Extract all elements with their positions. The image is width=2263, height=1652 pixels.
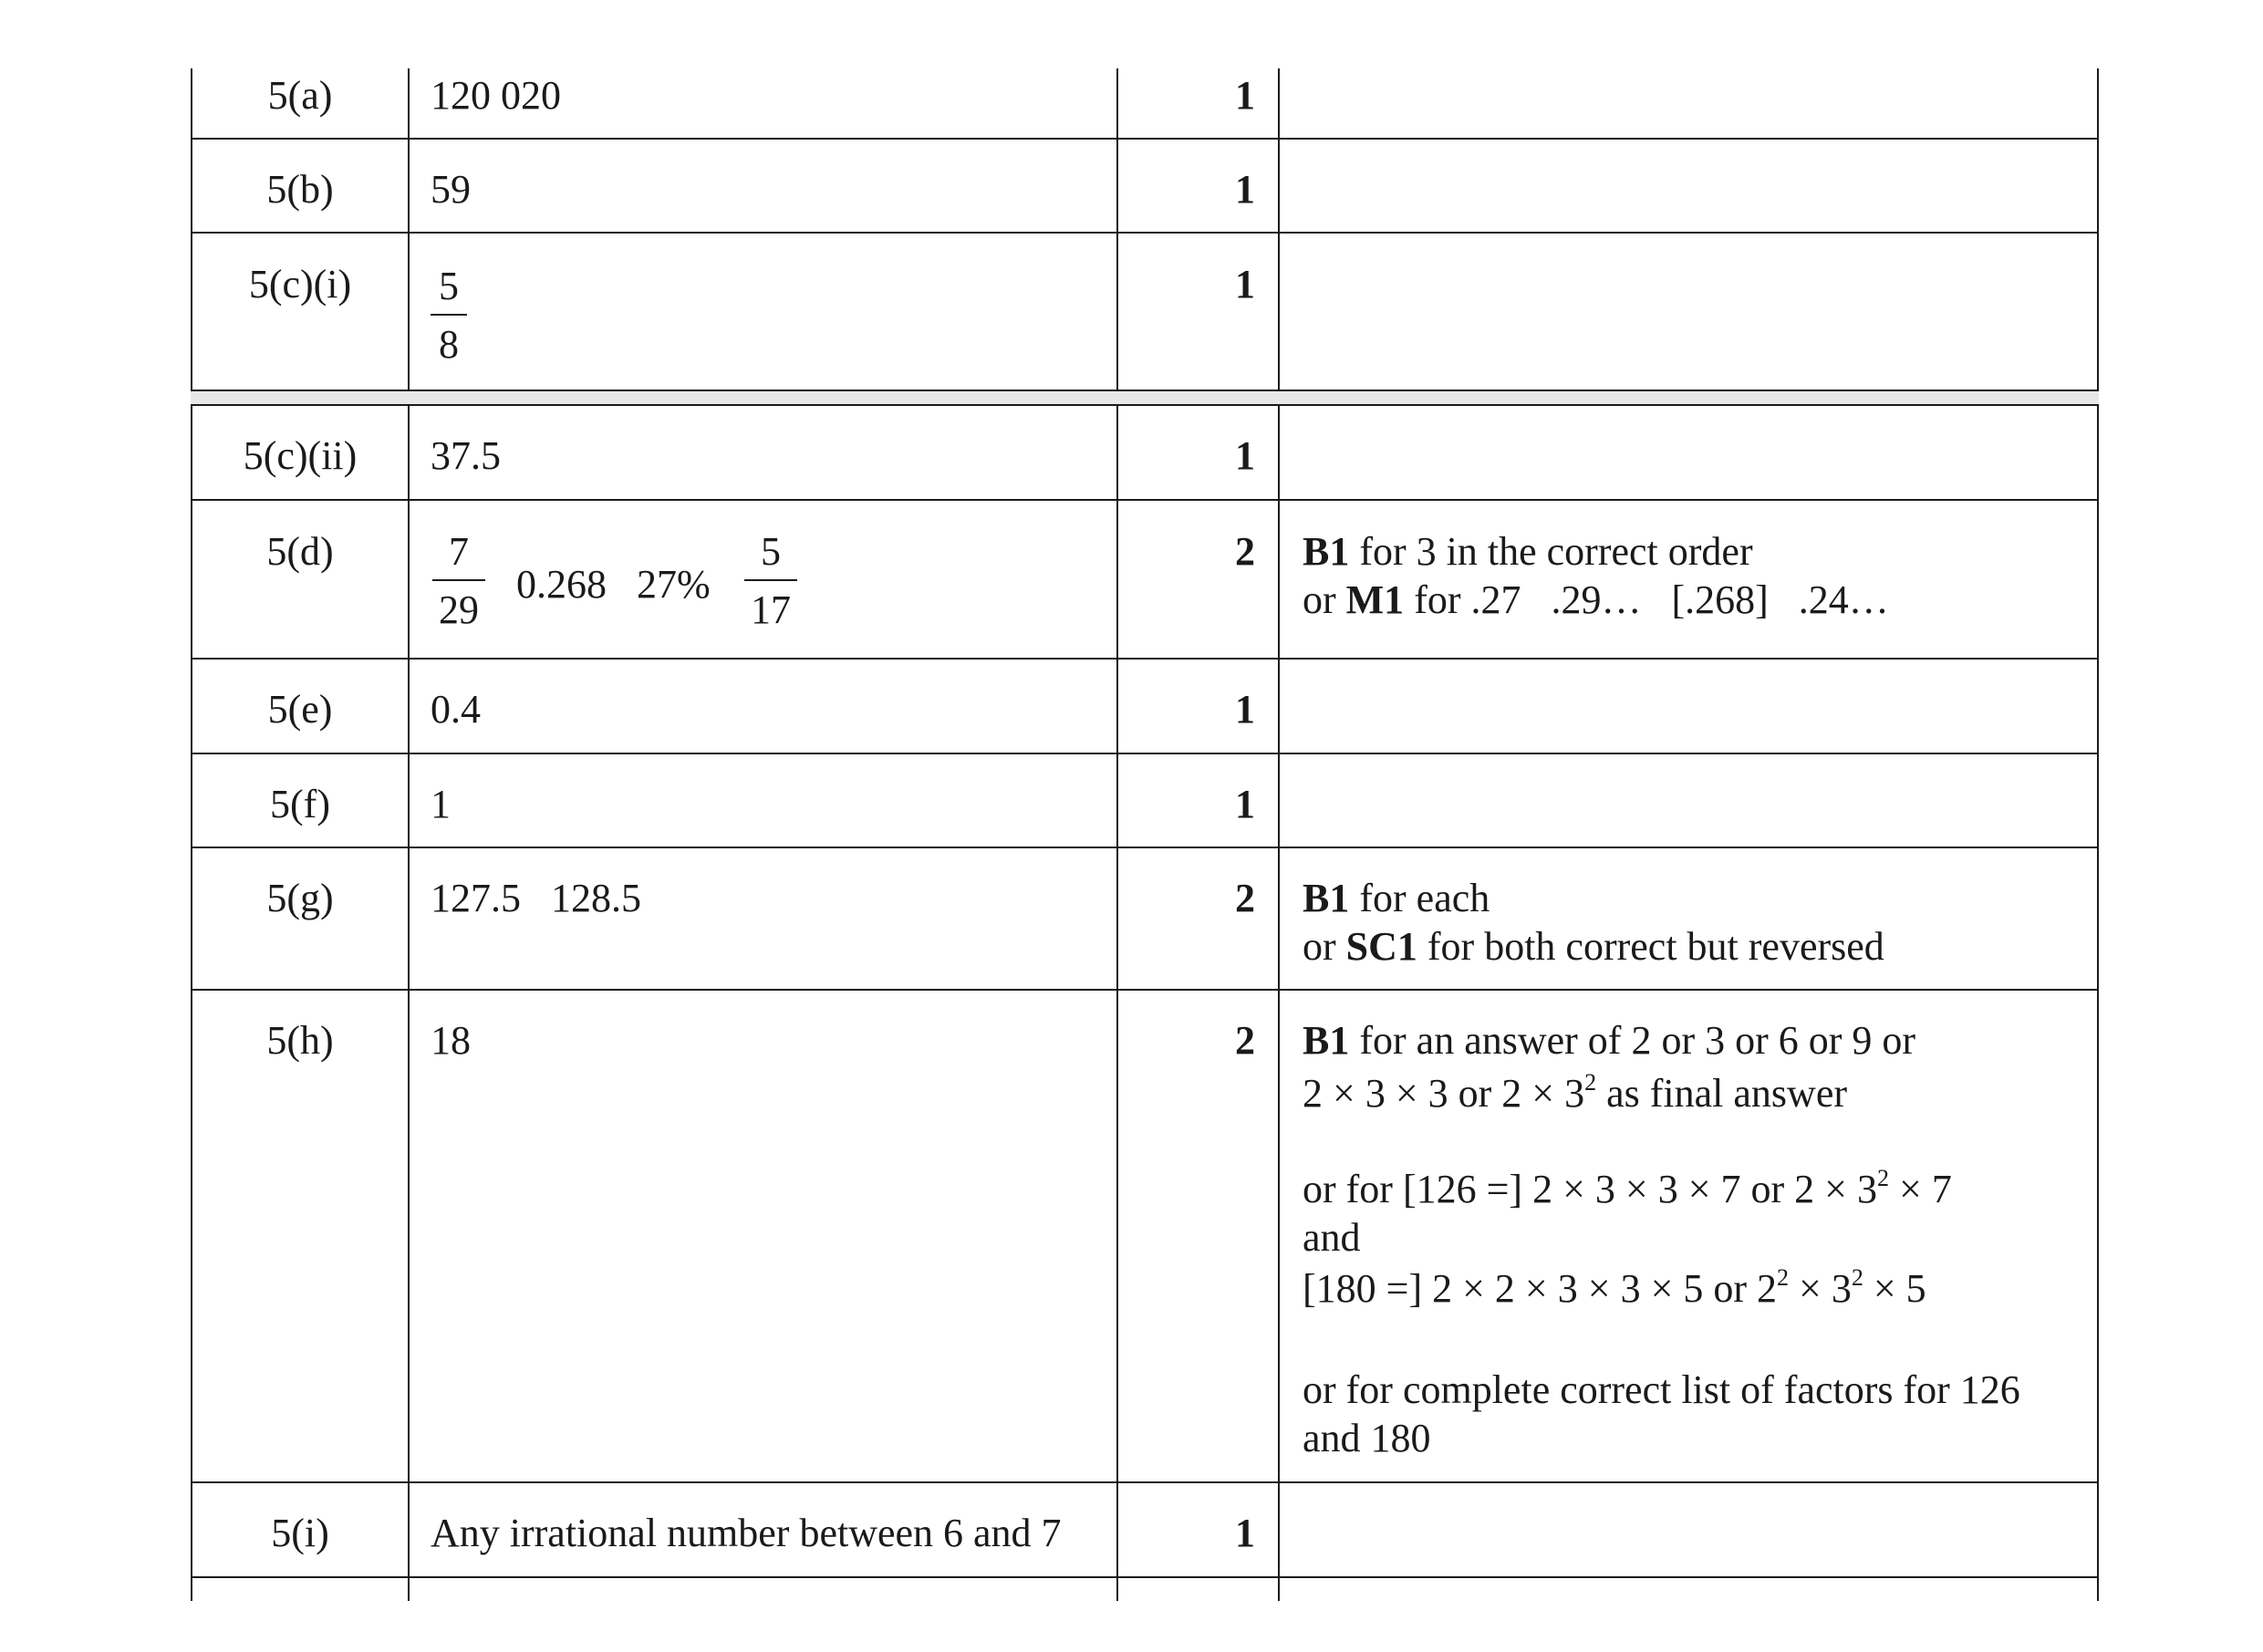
answer-text: 1 <box>431 782 451 826</box>
answer-text: 0.4 <box>431 687 481 732</box>
guidance-text: for both correct but reversed <box>1417 924 1884 969</box>
guidance-line: and <box>1303 1215 1361 1260</box>
question-number: 5(a) <box>267 73 333 118</box>
row-divider <box>191 232 2099 234</box>
question-number: 5(c)(ii) <box>243 433 358 478</box>
guidance-line <box>1303 529 1753 574</box>
row-divider <box>191 499 2099 501</box>
fraction-bar <box>744 579 797 581</box>
answer-text: Any irrational number between 6 and 7 <box>431 1511 1062 1555</box>
fraction-numerator: 5 <box>439 264 459 308</box>
answer-fraction <box>432 529 485 632</box>
answer-text: 59 <box>431 167 471 212</box>
mark-code: B1 <box>1303 1018 1350 1063</box>
guidance-line: and 180 <box>1303 1416 1431 1460</box>
mark-code: B1 <box>1303 876 1350 920</box>
column-divider-1 <box>408 68 410 1601</box>
marks-value: 1 <box>1235 73 1255 118</box>
answer-text: 37.5 <box>431 433 501 478</box>
fraction-bar <box>431 314 467 316</box>
guidance-text: or <box>1303 577 1346 622</box>
mark-code: B1 <box>1303 529 1350 574</box>
page-break-gap <box>191 391 2099 404</box>
guidance-text: for .27 .29… [.268] .24… <box>1404 577 1889 622</box>
guidance-text: or <box>1303 924 1346 969</box>
guidance-line <box>1303 1069 1848 1116</box>
question-number: 5(i) <box>271 1511 329 1555</box>
guidance-text: × 7 <box>1889 1167 1952 1211</box>
question-number: 5(g) <box>266 876 334 920</box>
marks-value: 1 <box>1235 782 1255 826</box>
guidance-line <box>1303 924 1884 969</box>
fraction-numerator: 7 <box>449 529 469 574</box>
row-divider <box>191 753 2099 754</box>
question-number: 5(c)(i) <box>248 262 352 307</box>
guidance-text: × 3 <box>1789 1266 1852 1311</box>
row-divider <box>191 1576 2099 1578</box>
guidance-text: as final answer <box>1596 1071 1848 1116</box>
row-divider <box>191 1481 2099 1483</box>
question-number: 5(b) <box>266 167 334 212</box>
mark-code: M1 <box>1345 577 1405 622</box>
row-divider <box>191 847 2099 848</box>
fraction-denominator: 17 <box>751 587 791 632</box>
guidance-text: [180 =] 2 × 2 × 3 × 3 × 5 or 2 <box>1303 1266 1778 1311</box>
guidance-text: for 3 in the correct order <box>1349 529 1753 574</box>
superscript: 2 <box>1584 1069 1597 1096</box>
guidance-text: × 5 <box>1863 1266 1926 1311</box>
marks-value: 2 <box>1235 529 1255 574</box>
superscript: 2 <box>1777 1264 1790 1291</box>
guidance-line <box>1303 577 1889 622</box>
guidance-text: for an answer of 2 or 3 or 6 or 9 or <box>1349 1018 1916 1063</box>
answer-text: 127.5 128.5 <box>431 876 641 920</box>
question-number: 5(d) <box>266 529 334 574</box>
marks-value: 1 <box>1235 433 1255 478</box>
guidance-text: or for [126 =] 2 × 3 × 3 × 7 or 2 × 3 <box>1303 1167 1877 1211</box>
marks-value: 1 <box>1235 687 1255 732</box>
fraction-bar <box>432 579 485 581</box>
fraction-denominator: 29 <box>439 587 479 632</box>
row-divider <box>191 658 2099 660</box>
superscript: 2 <box>1877 1165 1889 1191</box>
superscript: 2 <box>1851 1264 1863 1291</box>
question-number: 5(f) <box>270 782 330 826</box>
row-divider <box>191 404 2099 406</box>
answer-fraction <box>744 529 797 632</box>
guidance-line <box>1303 1018 1916 1063</box>
column-divider-3 <box>1278 68 1280 1601</box>
guidance-text: 2 × 3 × 3 or 2 × 3 <box>1303 1071 1585 1116</box>
row-divider <box>191 138 2099 140</box>
question-number: 5(e) <box>267 687 333 732</box>
answer-text: 120 020 <box>431 73 561 118</box>
fraction-denominator: 8 <box>439 322 459 367</box>
marks-value: 2 <box>1235 1018 1255 1063</box>
guidance-line: or for complete correct list of factors for 126 <box>1303 1367 2020 1412</box>
marks-value: 2 <box>1235 876 1255 920</box>
marks-value: 1 <box>1235 262 1255 307</box>
question-number: 5(h) <box>266 1018 334 1063</box>
marks-value: 1 <box>1235 1511 1255 1555</box>
table-border-right <box>2097 68 2099 1601</box>
guidance-line <box>1303 878 1490 919</box>
guidance-line <box>1303 1264 1926 1311</box>
row-divider <box>191 989 2099 991</box>
answer-fraction <box>431 266 467 365</box>
fraction-numerator: 5 <box>761 529 781 574</box>
answer-text: 0.268 27% <box>516 562 711 607</box>
guidance-text: for each <box>1349 876 1490 920</box>
mark-code: SC1 <box>1345 924 1417 969</box>
answer-text: 18 <box>431 1018 471 1063</box>
guidance-line <box>1303 1165 1952 1211</box>
marks-value: 1 <box>1235 167 1255 212</box>
